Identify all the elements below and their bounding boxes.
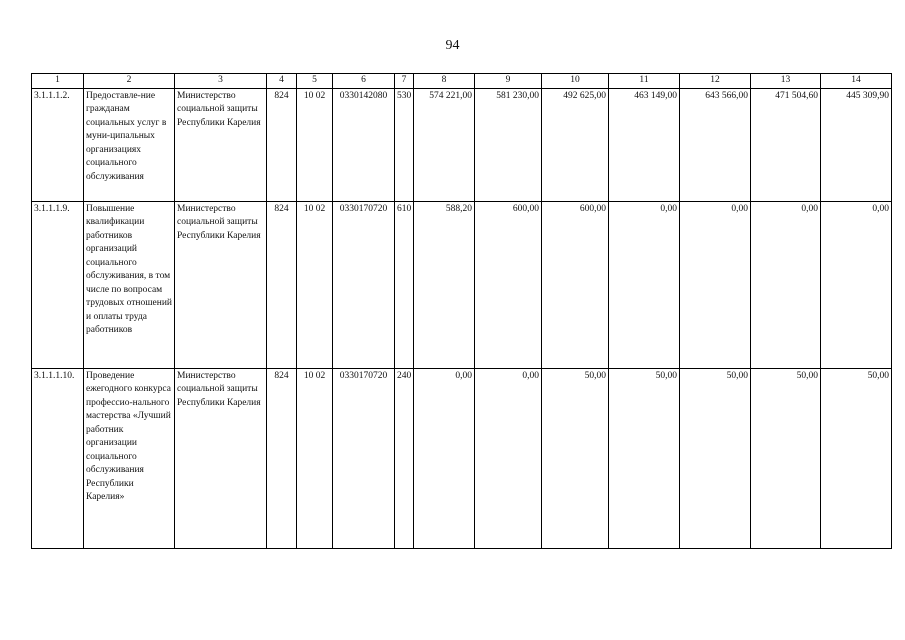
header-cell: 1 xyxy=(32,74,84,89)
header-cell: 2 xyxy=(84,74,175,89)
table-row xyxy=(32,88,892,201)
value-cell: 0,00 xyxy=(821,201,892,368)
department-name: Министерство социальной защиты Республики Карелия xyxy=(175,88,267,201)
table-row xyxy=(32,201,892,368)
value-cell: 600,00 xyxy=(542,201,609,368)
header-cell: 13 xyxy=(751,74,821,89)
table-row xyxy=(32,368,892,548)
value-cell: 588,20 xyxy=(414,201,475,368)
value-cell: 50,00 xyxy=(751,368,821,548)
value-cell: 50,00 xyxy=(680,368,751,548)
row-code: 3.1.1.1.10. xyxy=(32,368,84,548)
value-cell: 492 625,00 xyxy=(542,88,609,201)
header-cell: 5 xyxy=(297,74,333,89)
header-cell: 3 xyxy=(175,74,267,89)
header-cell: 9 xyxy=(475,74,542,89)
value-cell: 0,00 xyxy=(414,368,475,548)
value-cell: 574 221,00 xyxy=(414,88,475,201)
value-cell: 600,00 xyxy=(475,201,542,368)
value-cell: 463 149,00 xyxy=(609,88,680,201)
value-cell: 0,00 xyxy=(751,201,821,368)
table-header-row xyxy=(32,74,892,89)
cell-c5: 10 02 xyxy=(297,368,333,548)
measure-name: Повышение квалификации работников организаций социального обслуживания, в том числе по вопросам трудовых отношений и оплаты труда работников xyxy=(84,201,175,368)
page-number: 94 xyxy=(445,38,460,53)
cell-c5: 10 02 xyxy=(297,88,333,201)
cell-c6: 0330170720 xyxy=(333,201,395,368)
header-cell: 10 xyxy=(542,74,609,89)
cell-c7: 530 xyxy=(395,88,414,201)
value-cell: 50,00 xyxy=(609,368,680,548)
value-cell: 581 230,00 xyxy=(475,88,542,201)
value-cell: 0,00 xyxy=(609,201,680,368)
value-cell: 445 309,90 xyxy=(821,88,892,201)
value-cell: 50,00 xyxy=(821,368,892,548)
cell-c4: 824 xyxy=(267,88,297,201)
budget-table xyxy=(31,73,892,549)
header-cell: 12 xyxy=(680,74,751,89)
measure-name: Проведение ежегодного конкурса профессио-нального мастерства «Лучший работник организации социального обслуживания Республики Карелия» xyxy=(84,368,175,548)
department-name: Министерство социальной защиты Республики Карелия xyxy=(175,368,267,548)
value-cell: 471 504,60 xyxy=(751,88,821,201)
cell-c4: 824 xyxy=(267,368,297,548)
cell-c6: 0330170720 xyxy=(333,368,395,548)
cell-c6: 0330142080 xyxy=(333,88,395,201)
value-cell: 0,00 xyxy=(680,201,751,368)
cell-c7: 610 xyxy=(395,201,414,368)
header-cell: 7 xyxy=(395,74,414,89)
cell-c4: 824 xyxy=(267,201,297,368)
header-cell: 14 xyxy=(821,74,892,89)
value-cell: 50,00 xyxy=(542,368,609,548)
measure-name: Предоставле-ние гражданам социальных услуг в муни-ципальных организациях социального обслуживания xyxy=(84,88,175,201)
header-cell: 6 xyxy=(333,74,395,89)
cell-c7: 240 xyxy=(395,368,414,548)
header-cell: 4 xyxy=(267,74,297,89)
department-name: Министерство социальной защиты Республики Карелия xyxy=(175,201,267,368)
cell-c5: 10 02 xyxy=(297,201,333,368)
row-code: 3.1.1.1.9. xyxy=(32,201,84,368)
header-cell: 11 xyxy=(609,74,680,89)
header-cell: 8 xyxy=(414,74,475,89)
value-cell: 643 566,00 xyxy=(680,88,751,201)
row-code: 3.1.1.1.2. xyxy=(32,88,84,201)
value-cell: 0,00 xyxy=(475,368,542,548)
